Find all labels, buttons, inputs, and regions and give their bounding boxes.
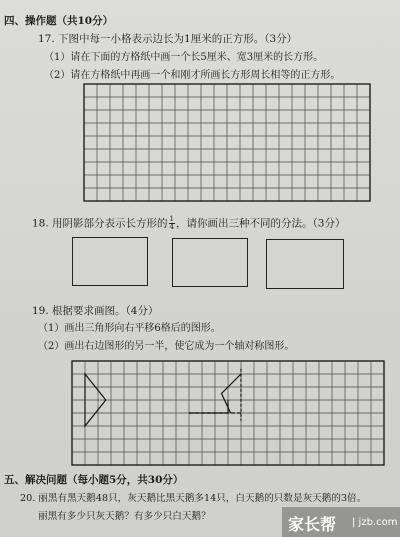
question-18-stem-after: ，请你画出三种不同的分法。（3分）: [176, 217, 346, 230]
rectangle-3[interactable]: [266, 239, 344, 289]
question-17-grid-paper[interactable]: [84, 84, 370, 201]
rectangle-1[interactable]: [72, 237, 148, 286]
watermark-domain: | jzb.com: [352, 517, 398, 528]
question-18-stem: [32, 216, 345, 231]
rectangle-2[interactable]: [172, 238, 248, 287]
watermark-logo: [282, 507, 400, 537]
watermark-brand: 家长帮: [288, 515, 337, 534]
question-17-part-2: （2）请在方格纸中再画一个和刚才所画长方形周长相等的正方形。: [44, 70, 341, 81]
question-19-part-2: （2）画出右边图形的另一半，使它成为一个轴对称图形。: [38, 341, 295, 352]
question-19-stem: 19. 根据要求画图。（4分）: [32, 305, 159, 317]
question-19-grid-paper[interactable]: [72, 361, 386, 465]
section-5-title: 五、解决问题（每小题5分，共30分）: [4, 474, 184, 486]
question-19-part-1: （1）画出三角形向右平移6格后的图形。: [38, 323, 221, 334]
half-figure-slant: [222, 374, 242, 413]
question-17-stem: 17. 下图中每一小格表示边长为1厘米的正方形。（3分）: [38, 33, 298, 45]
question-20-line-1: 20. 丽黑有黑天鹅48只，灰天鹅比黑天鹅多14只，白天鹅的只数是灰天鹅的3倍。: [20, 493, 367, 504]
fraction-denominator: 4: [169, 223, 175, 231]
question-17-part-1: （1）请在下面的方格纸中画一个长5厘米、宽3厘米的长方形。: [44, 52, 324, 63]
half-figure-base: [189, 400, 228, 413]
question-18-stem-before: 18. 用阴影部分表示长方形的: [32, 217, 168, 230]
fraction-one-quarter: [169, 216, 175, 231]
fraction-numerator: 1: [169, 215, 175, 223]
section-4-title: 四、操作题（共10分）: [4, 15, 114, 27]
question-20-line-2: 丽黑有多少只灰天鹅？有多少只白天鹅？: [38, 511, 211, 522]
